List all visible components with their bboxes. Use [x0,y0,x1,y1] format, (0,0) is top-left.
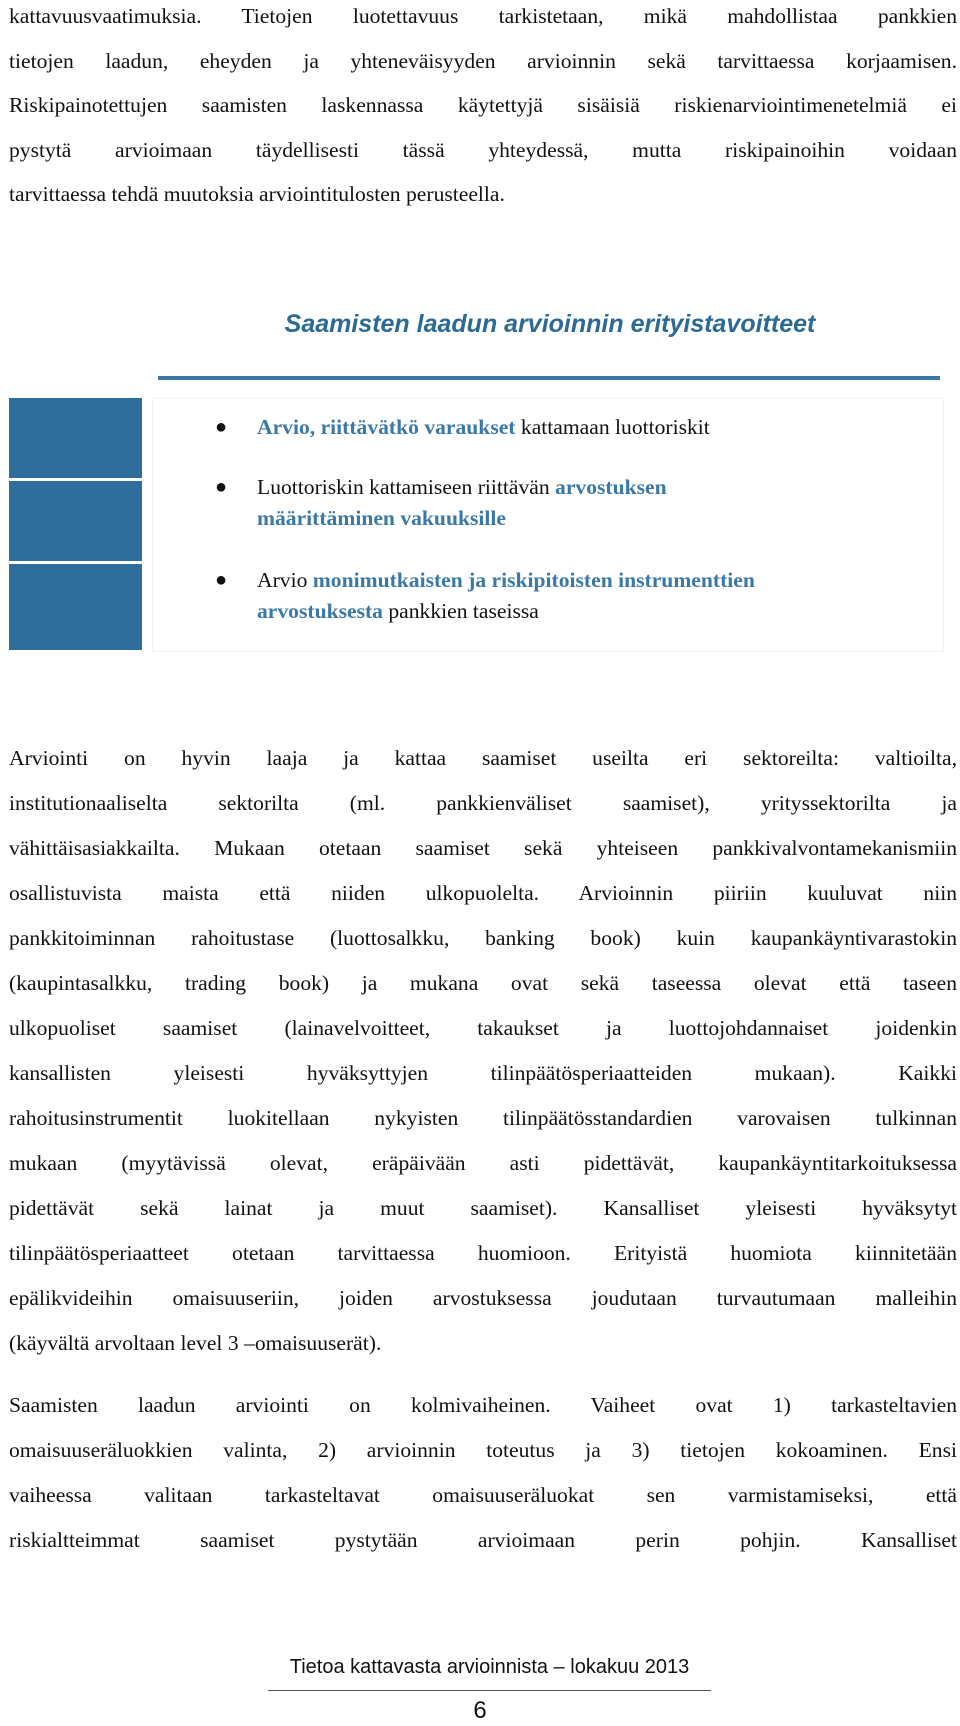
objective-item-2 [210,472,940,534]
text-line: epälikvideihin omaisuuseriin, joiden arvostuksessa joudutaan turvautumaan malleihin [9,1286,957,1310]
plain-text: kattamaan luottoriskit [515,415,710,439]
text-line: mukaan (myytävissä olevat, eräpäivään asti pidettävät, kaupankäyntitarkoituksessa [9,1151,957,1175]
bullet-icon: ● [215,416,228,438]
objective-text-line [257,415,710,439]
text-line: pystytä arvioimaan täydellisesti tässä yhteydessä, mutta riskipainoihin voidaan [9,137,957,162]
footer-rule [268,1690,711,1691]
body-paragraph-3 [9,1383,957,1563]
body-paragraph-2 [9,736,957,1366]
text-line: (kaupintasalkku, trading book) ja mukana ovat sekä taseessa olevat että taseen [9,971,957,995]
box-title: Saamisten laadun arvioinnin erityistavoitteet [284,310,816,338]
text-line: Arviointi on hyvin laaja ja kattaa saamiset useilta eri sektoreilta: valtioilta, [9,746,957,770]
box-accent-block-2 [9,481,142,561]
highlighted-text: määrittäminen vakuuksille [257,506,506,530]
text-line: rahoitusinstrumentit luokitellaan nykyisten tilinpäätösstandardien varovaisen tulkinnan [9,1106,957,1130]
text-line: Riskipainotettujen saamisten laskennassa käytettyjä sisäisiä riskienarviointimenetelmiä ei [9,93,957,117]
intro-paragraph [9,0,957,217]
text-line: kattavuusvaatimuksia. Tietojen luotettavuus tarkistetaan, mikä mahdollistaa pankkien [9,4,957,28]
bullet-icon: ● [215,476,228,498]
objective-item-1 [210,412,940,443]
highlighted-text: monimutkaisten ja riskipitoisten instrumenttien [312,568,755,592]
plain-text: Arvio [257,568,313,592]
objective-item-3 [210,565,940,627]
text-line: tilinpäätösperiaatteet otetaan tarvittaessa huomioon. Erityistä huomiota kiinnitetään [9,1241,957,1265]
text-line: institutionaaliselta sektorilta (ml. pankkienväliset saamiset), yrityssektorilta ja [9,791,957,815]
page-number: 6 [473,1697,487,1724]
highlighted-text: Arvio, riittävätkö varaukset [257,415,516,439]
box-title-rule [158,376,940,380]
text-line: (käyvältä arvoltaan level 3 –omaisuuserät). [9,1331,382,1355]
text-line: vähittäisasiakkailta. Mukaan otetaan saamiset sekä yhteiseen pankkivalvontamekanismiin [9,836,957,860]
text-line: Saamisten laadun arviointi on kolmivaiheinen. Vaiheet ovat 1) tarkasteltavien [9,1393,957,1417]
text-line: pankkitoiminnan rahoitustase (luottosalkku, banking book) kuin kaupankäyntivarastokin [9,926,957,950]
plain-text: pankkien taseissa [382,599,539,623]
objective-text-line [257,568,755,592]
objectives-list [210,412,940,627]
text-line: tietojen laadun, eheyden ja yhteneväisyyden arvioinnin sekä tarvittaessa korjaamisen. [9,48,957,73]
text-line: pidettävät sekä lainat ja muut saamiset). Kansalliset yleisesti hyväksytyt [9,1196,957,1220]
box-accent-block-1 [9,398,142,478]
text-line: riskialtteimmat saamiset pystytään arvioimaan perin pohjin. Kansalliset [9,1528,957,1552]
text-line: osallistuvista maista että niiden ulkopuolelta. Arvioinnin piiriin kuuluvat niin [9,881,957,905]
footer-title: Tietoa kattavasta arvioinnista – lokakuu 2013 [289,1656,690,1678]
plain-text: Luottoriskin kattamiseen riittävän [257,475,556,499]
box-accent-block-3 [9,564,142,650]
objective-text-line [257,506,506,530]
objective-text-line [257,599,539,623]
bullet-icon: ● [215,569,228,591]
text-line: kansallisten yleisesti hyväksyttyjen tilinpäätösperiaatteiden mukaan). Kaikki [9,1061,957,1085]
highlighted-text: arvostuksesta [257,599,383,623]
objective-text-line [257,475,667,499]
text-line: tarvittaessa tehdä muutoksia arviointitulosten perusteella. [9,182,505,206]
text-line: omaisuuseräluokkien valinta, 2) arvioinnin toteutus ja 3) tietojen kokoaminen. Ensi [9,1438,957,1462]
highlighted-text: arvostuksen [555,475,667,499]
text-line: vaiheessa valitaan tarkasteltavat omaisuuseräluokat sen varmistamiseksi, että [9,1483,957,1507]
text-line: ulkopuoliset saamiset (lainavelvoitteet, takaukset ja luottojohdannaiset joidenkin [9,1016,957,1040]
